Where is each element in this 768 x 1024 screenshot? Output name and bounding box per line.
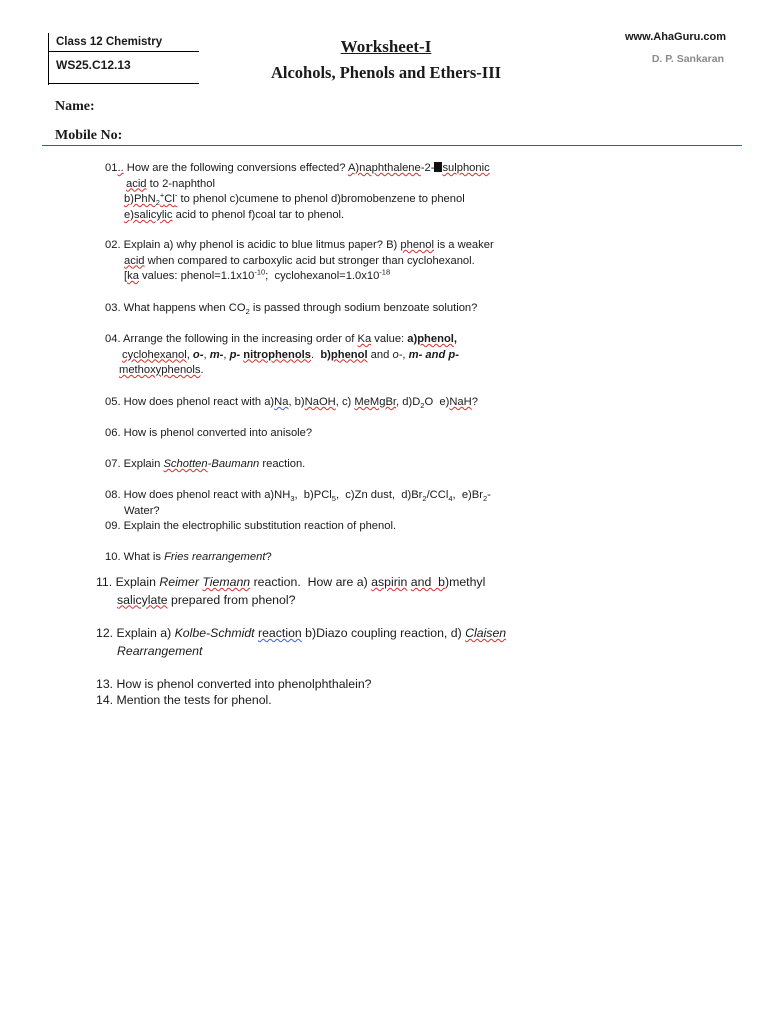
class-name: Class 12 Chemistry — [56, 36, 163, 48]
worksheet-title: Worksheet-I — [340, 37, 432, 56]
question-13: 13. How is phenol converted into phenolphthalein? — [96, 677, 372, 691]
question-12: 12. Explain a) Kolbe-Schmidt reaction b)Diazo coupling reaction, d) Claisen Rearrangement — [96, 626, 507, 658]
header-divider — [49, 83, 199, 84]
question-09: 09. Explain the electrophilic substitution reaction of phenol. — [105, 520, 397, 532]
question-04: 04. Arrange the following in the increasing order of Ka value: a)phenol, cyclohexanol, o-, m-, p- nitrophenols. b)phenol and o-, m- and p- methoxyphenols. — [105, 333, 459, 377]
question-06: 06. How is phenol converted into anisole? — [105, 427, 313, 439]
question-11: 11. Explain Reimer Tiemann reaction. How are a) aspirin and b)methyl salicylate prepared from phenol? — [96, 575, 486, 607]
question-10: 10. What is Fries rearrangement? — [105, 551, 272, 563]
author: D. P. Sankaran — [651, 53, 724, 65]
question-03: 03. What happens when $CO_2$ is passed through sodium benzoate solution? — [105, 302, 478, 317]
mobile-label: Mobile No: — [55, 128, 123, 143]
worksheet-code: WS25.C12.13 — [56, 58, 131, 72]
question-01: 01.. How are the following conversions effected? A)naphthalene-2- sulphonic acid to 2-naphthol b)PhN$_2$+Cl- to phenol c)cumene to phenol d)bromobenzene to phenol e)salicylic acid to phenol f)coal tar to phenol. — [105, 162, 490, 221]
question-05: 05. How does phenol react with a)Na, b)NaOH, c) MeMgBr, $d)D_2O$ e)NaH? — [105, 396, 478, 411]
header-rule — [42, 145, 742, 146]
question-14: 14. Mention the tests for phenol. — [96, 693, 272, 707]
question-02: 02. Explain a) why phenol is acidic to blue litmus paper? B) phenol is a weaker acid when compared to carboxylic acid but stronger than cyclohexanol. [ka values: $phenol=1.1x10^{-10}$; $cyclohexanol=1.0x10^{-18}$ — [105, 239, 494, 283]
question-07: 07. Explain Schotten-Baumann reaction. — [105, 458, 306, 470]
name-label: Name: — [55, 99, 95, 114]
website: www.AhaGuru.com — [624, 31, 726, 43]
worksheet-subtitle: Alcohols, Phenols and Ethers-III — [270, 63, 502, 82]
question-08: 08. How does phenol react with $a)NH_3$, b)PCl$_5$, c)Zn dust, $d)Br_2/CCl_4$, $e)Br_2-$ Water? — [105, 489, 491, 517]
